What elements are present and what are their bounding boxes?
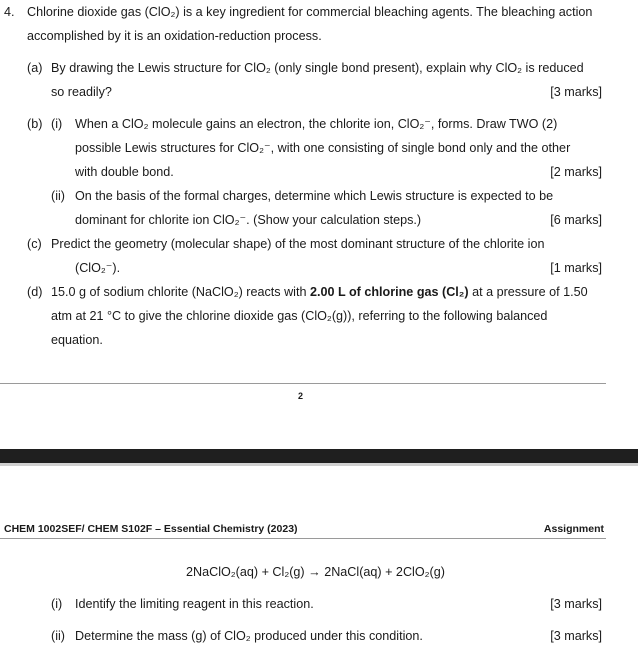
part-d-line3: equation.	[51, 333, 103, 347]
part-d-line1	[51, 284, 588, 300]
part-b-ii-marks: [6 marks]	[550, 213, 602, 227]
part-a-marks: [3 marks]	[550, 85, 602, 99]
part-a-label: (a)	[27, 61, 43, 75]
footer-divider	[0, 383, 606, 384]
part-c-label: (c)	[27, 237, 42, 251]
part-b-i-line2: possible Lewis structures for ClO₂⁻, with one consisting of single bond only and the other	[75, 141, 571, 155]
part-a-line2: so readily?	[51, 85, 112, 99]
part-b-label: (b)	[27, 117, 43, 131]
part-d-line1-bold: 2.00 L of chlorine gas (Cl₂)	[309, 285, 469, 299]
part-d-label: (d)	[27, 285, 43, 299]
part-c-line2: (ClO₂⁻).	[75, 261, 121, 275]
balanced-equation: 2NaClO₂(aq) + Cl₂(g) → 2NaCl(aq) + 2ClO₂(g)	[186, 565, 445, 579]
header-type: Assignment	[543, 523, 604, 535]
part-b-i-marks: [2 marks]	[550, 165, 602, 179]
part-d-line2: atm at 21 °C to give the chlorine dioxide gas (ClO₂(g)), referring to the following balanced	[51, 309, 548, 323]
part-b-ii-line1: On the basis of the formal charges, determine which Lewis structure is expected to be	[75, 189, 554, 203]
part-d-ii-label: (ii)	[51, 629, 65, 643]
question-intro-line2: accomplished by it is an oxidation-reduction process.	[27, 29, 322, 43]
part-c-line1: Predict the geometry (molecular shape) of the most dominant structure of the chlorite ion	[51, 237, 545, 251]
part-b-i-line3: with double bond.	[75, 165, 174, 179]
question-intro-line1: Chlorine dioxide gas (ClO₂) is a key ingredient for commercial bleaching agents. The bleaching action	[27, 5, 593, 19]
question-number: 4.	[4, 5, 15, 19]
part-b-i-line1: When a ClO₂ molecule gains an electron, the chlorite ion, ClO₂⁻, forms. Draw TWO (2)	[75, 117, 558, 131]
part-d-i-text: Identify the limiting reagent in this reaction.	[75, 597, 314, 611]
part-d-ii-text: Determine the mass (g) of ClO₂ produced under this condition.	[75, 629, 423, 643]
part-b-ii-line2: dominant for chlorite ion ClO₂⁻. (Show your calculation steps.)	[75, 213, 422, 227]
part-d-i-label: (i)	[51, 597, 63, 611]
part-d-ii-marks: [3 marks]	[550, 629, 602, 643]
header-divider	[0, 538, 606, 539]
page-break-shadow	[0, 463, 638, 466]
page-break	[0, 449, 638, 463]
part-b-i-label: (i)	[51, 117, 63, 131]
part-a-line1: By drawing the Lewis structure for ClO₂ (only single bond present), explain why ClO₂ is reduced	[51, 61, 584, 75]
part-b-ii-label: (ii)	[51, 189, 65, 203]
part-c-marks: [1 marks]	[550, 261, 602, 275]
page-number: 2	[298, 391, 304, 401]
part-d-i-marks: [3 marks]	[550, 597, 602, 611]
part-d-line1-pre: 15.0 g of sodium chlorite (NaClO₂) reacts with	[51, 285, 310, 299]
header-course: CHEM 1002SEF/ CHEM S102F – Essential Chemistry (2023)	[4, 523, 298, 535]
part-d-line1-post: at a pressure of 1.50	[468, 285, 588, 299]
